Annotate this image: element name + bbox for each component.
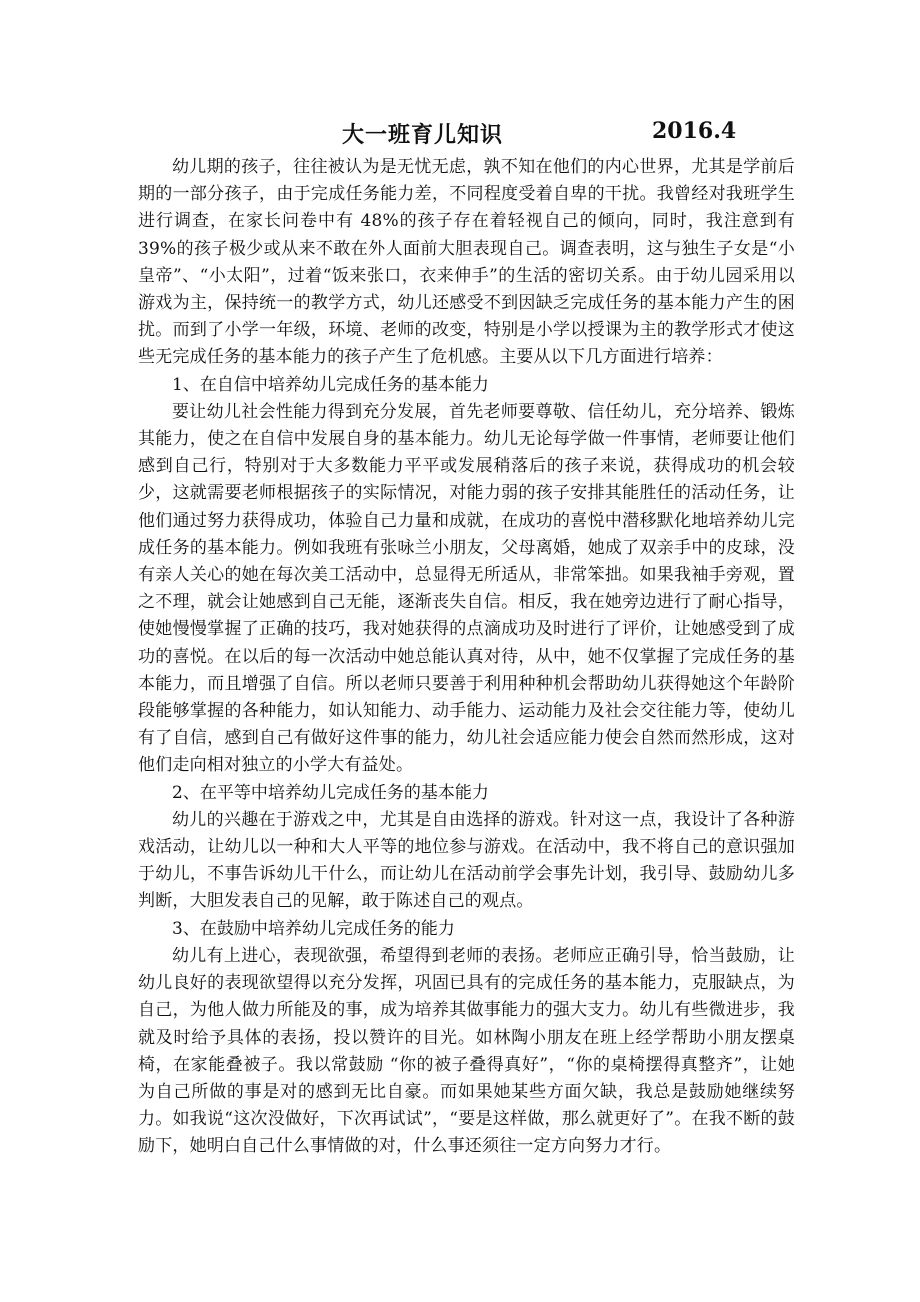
page-date: 2016.4 (652, 118, 737, 144)
title-row (138, 116, 795, 154)
document-body (138, 154, 795, 1161)
paragraph-section-3: 幼儿有上进心，表现欲强，希望得到老师的表扬。老师应正确引导，恰当鼓励，让幼儿良好的表现欲望得以充分发挥，巩固已具有的完成任务的基本能力，克服缺点，为自己，为他人做力所能及的事，成为培养其做事能力的强大支力。幼儿有些微进步，我就及时给予具体的表扬，投以赞许的目光。如林陶小朋友在班上经学帮助小朋友摆桌椅，在家能叠被子。我以常鼓励 “你的被子叠得真好”，“你的桌椅摆得真整齐”，让她为自己所做的事是对的感到无比自豪。而如果她某些方面欠缺，我总是鼓励她继续努力。如我说“这次没做好，下次再试试”，“要是这样做，那么就更好了”。在我不断的鼓励下，她明白自己什么事情做的对，什么事还须往一定方向努力才行。 (138, 945, 795, 1157)
section-heading-2: 2、在平等中培养幼儿完成任务的基本能力 (172, 782, 489, 803)
page-title: 大一班育儿知识 (342, 122, 504, 148)
paragraph-section-1: 要让幼儿社会性能力得到充分发展，首先老师要尊敬、信任幼儿，充分培养、锻炼其能力，使之在自信中发展自身的基本能力。幼儿无论每学做一件事情，老师要让他们感到自己行，特别对于大多数能力平平或发展稍落后的孩子来说，获得成功的机会较少，这就需要老师根据孩子的实际情况，对能力弱的孩子安排其能胜任的活动任务，让他们通过努力获得成功，体验自己力量和成就，在成功的喜悦中潜移默化地培养幼儿完成任务的基本能力。例如我班有张咏兰小朋友，父母离婚，她成了双亲手中的皮球，没有亲人关心的她在每次美工活动中，总显得无所适从，非常笨拙。如果我袖手旁观，置之不理，就会让她感到自己无能，逐渐丧失自信。相反，我在她旁边进行了耐心指导，使她慢慢掌握了正确的技巧，我对她获得的点滴成功及时进行了评价，让她感受到了成功的喜悦。在以后的每一次活动中她总能认真对待，从中，她不仅掌握了完成任务的基本能力，而且增强了自信。所以老师只要善于利用种种机会帮助幼儿获得她这个年龄阶段能够掌握的各种能力，如认知能力、动手能力、运动能力及社会交往能力等，使幼儿有了自信，感到自己有做好这件事的能力，幼儿社会适应能力使会自然而然形成，这对他们走向相对独立的小学大有益处。 (138, 401, 795, 776)
section-heading-3: 3、在鼓励中培养幼儿完成任务的能力 (172, 918, 455, 939)
section-heading-1: 1、在自信中培养幼儿完成任务的基本能力 (172, 374, 489, 395)
paragraph-intro: 幼儿期的孩子，往往被认为是无忧无虑，孰不知在他们的内心世界，尤其是学前后期的一部分孩子，由于完成任务能力差，不同程度受着自卑的干扰。我曾经对我班学生进行调查，在家长问卷中有 48%的孩子存在着轻视自己的倾向，同时，我注意到有 39%的孩子极少或从来不敢在外人面前大胆表现自己。调查表明，这与独生子女是“小皇帝”、“小太阳”，过着“饭来张口，衣来伸手”的生活的密切关系。由于幼儿园采用以游戏为主，保持统一的教学方式，幼儿还感受不到因缺乏完成任务的基本能力产生的困扰。而到了小学一年级，环境、老师的改变，特别是小学以授课为主的教学形式才使这些无完成任务的基本能力的孩子产生了危机感。主要从以下几方面进行培养： (138, 157, 795, 368)
document-page (138, 116, 795, 1161)
paragraph-section-2: 幼儿的兴趣在于游戏之中，尤其是自由选择的游戏。针对这一点，我设计了各种游戏活动，让幼儿以一种和大人平等的地位参与游戏。在活动中，我不将自己的意识强加于幼儿，不事告诉幼儿干什么，而让幼儿在活动前学会事先计划，我引导、鼓励幼儿多判断，大胆发表自己的见解，敢于陈述自己的观点。 (138, 809, 795, 912)
